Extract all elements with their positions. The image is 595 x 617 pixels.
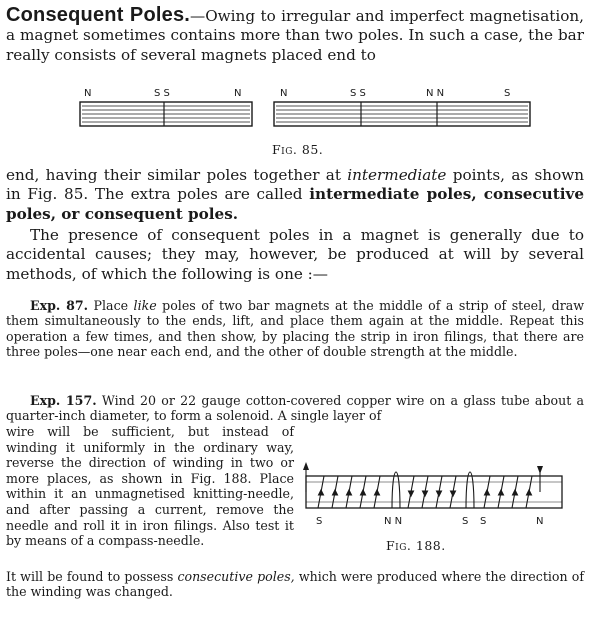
exp157-end-italic: consecutive poles, (177, 569, 295, 584)
exp157-label: Exp. 157. (30, 393, 97, 408)
para1-italic: intermediate (347, 166, 447, 184)
experiment-87 (6, 298, 584, 360)
para1-text-2: points, as shown in Fig. 85. The extra poles are called (6, 166, 585, 204)
exp157-end-1: It will be found to possess (6, 569, 178, 584)
figure-85-bar-magnets (74, 86, 534, 138)
exp87-text-1: Place (88, 298, 134, 313)
current-arrow-left (303, 462, 309, 470)
fig188-label-s-left: S (316, 516, 323, 527)
exp157-end-2: which were produced where the direction of the winding was changed. (6, 569, 584, 600)
figure-188-solenoid (296, 458, 572, 538)
para1-bold-terms: intermediate poles, consecutive poles, or consequent poles. (6, 185, 584, 223)
bar2-label-n: N (280, 88, 288, 99)
para1-text-1: end, having their similar poles together at (6, 166, 348, 184)
section-heading: Consequent Poles. (6, 4, 191, 26)
figure-85-caption: Fig. 85. (272, 142, 324, 157)
bar1-label-n-right: N (234, 88, 242, 99)
exp87-text-2: poles of two bar magnets at the middle of a strip of steel, draw them simultaneously to the ends, lift, and place them again at the middle. Repeat this operation a few times, and then show, by placing the strip in iron filings, that there are three poles—one near each end, and the other of double strength at the middle. (6, 298, 585, 360)
bar2-label-ss: S S (350, 88, 366, 99)
intro-paragraph (6, 6, 584, 65)
fig188-label-s-mid2: S (480, 516, 487, 527)
bar1-label-n-left: N (84, 88, 92, 99)
bar2-label-s: S (504, 88, 511, 99)
experiment-157-conclusion (6, 569, 584, 600)
consequent-poles-paragraph (6, 166, 584, 224)
exp87-italic: like (133, 298, 157, 313)
experiment-157-wrapped: wire will be sufficient, but instead of winding it uniformly in the ordinary way, reverse the direction of winding in two or more places, as shown in Fig. 188. Place within it an unmagnetised knitting-needle, and after passing a current, remove the needle and roll it in iron filings. Also test it by means of a compass-needle. (6, 424, 294, 549)
bar2-label-nn: N N (426, 88, 445, 99)
figure-188-caption: Fig. 188. (386, 538, 446, 553)
exp87-label: Exp. 87. (30, 298, 89, 313)
bar-magnet-1 (80, 88, 252, 126)
experiment-157-intro (6, 393, 584, 424)
bar1-label-ss: S S (154, 88, 170, 99)
fig188-label-s-mid1: S (462, 516, 469, 527)
current-arrow-right (537, 466, 543, 474)
presence-paragraph: The presence of consequent poles in a magnet is generally due to accidental causes; they may, however, be produced at will by several methods, of which the following is one :— (6, 226, 584, 283)
exp157-text: Wind 20 or 22 gauge cotton-covered copper wire on a glass tube about a quarter-inch diameter, to form a solenoid. A single layer of (6, 393, 585, 424)
intro-text: —Owing to irregular and imperfect magnetisation, a magnet sometimes contains more than two poles. In such a case, the bar really consists of several magnets placed end to (6, 7, 584, 64)
fig188-label-n-right: N (536, 516, 544, 527)
fig188-label-nn: N N (384, 516, 403, 527)
glass-tube (306, 476, 562, 508)
bar-magnet-2 (274, 88, 530, 126)
